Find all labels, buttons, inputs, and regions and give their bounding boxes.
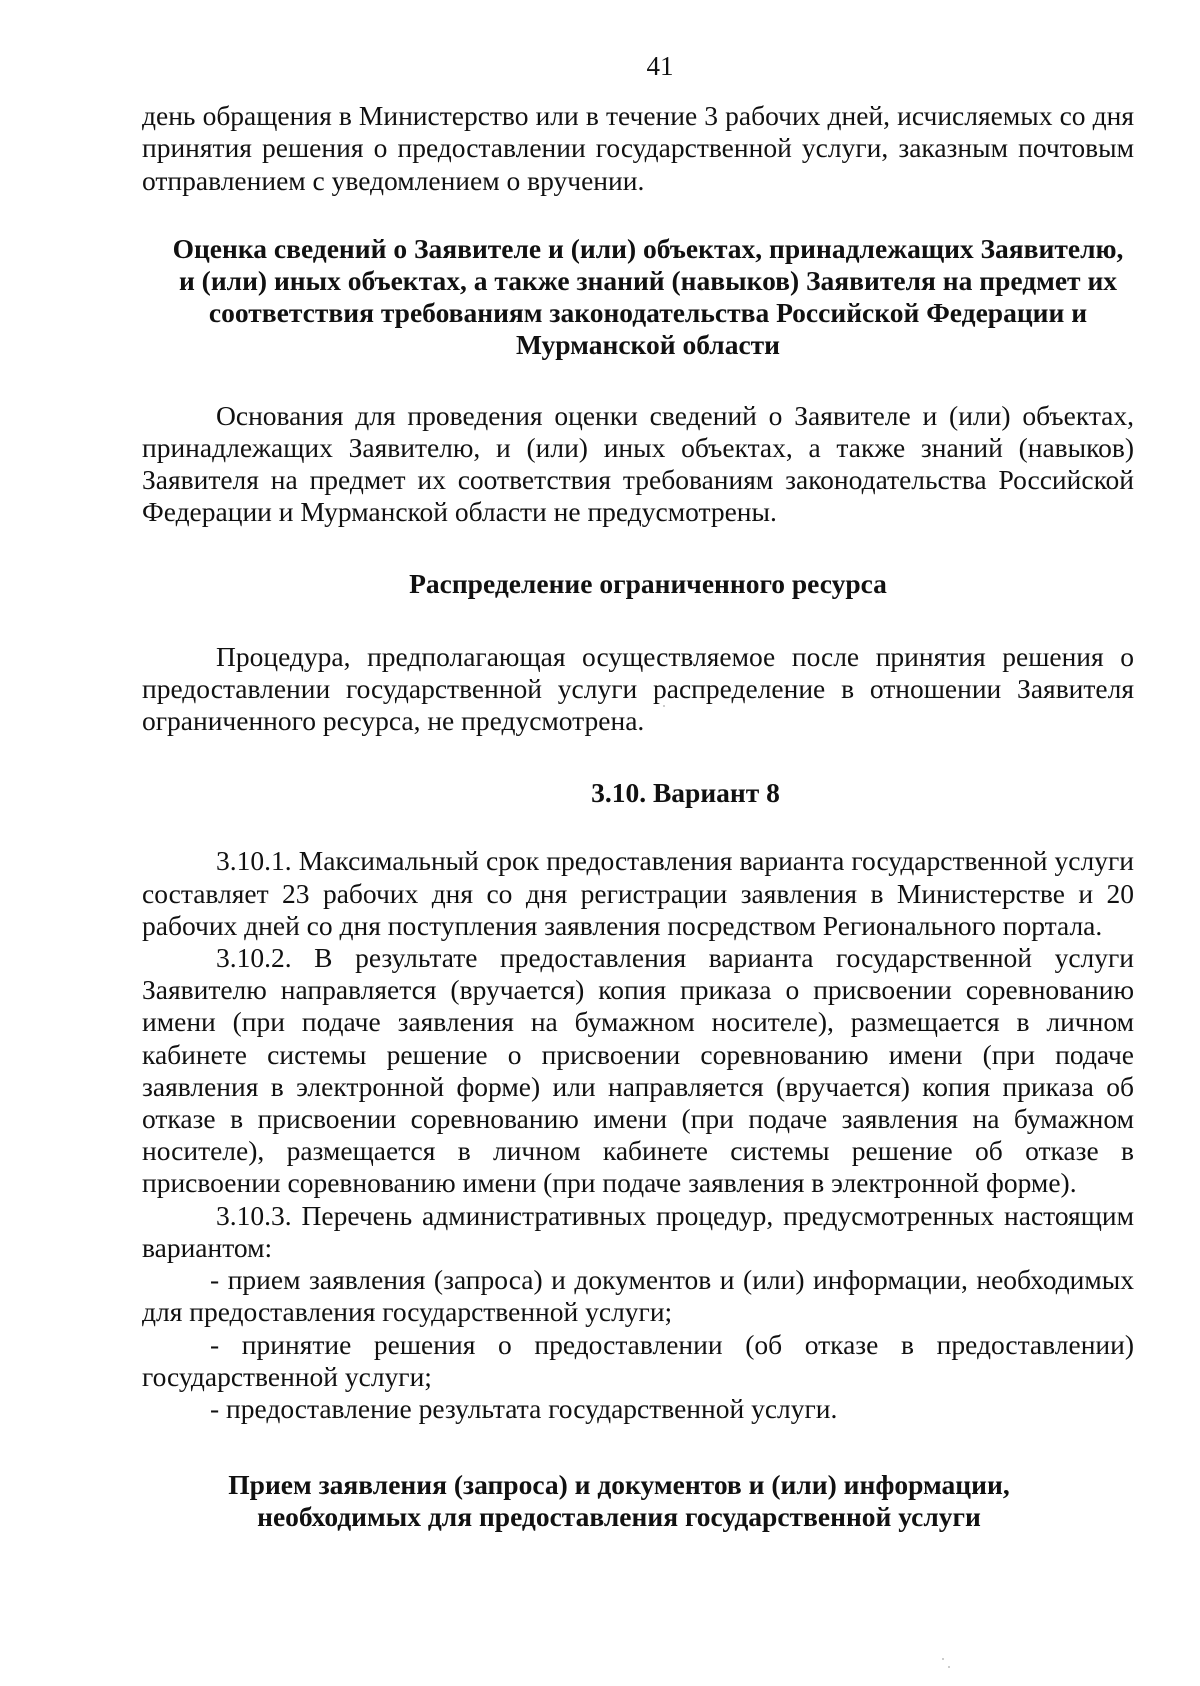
procedure-item: - принятие решения о предоставлении (об отказе в предоставлении) государственной услуги; bbox=[142, 1328, 1134, 1392]
clause-3-10-1: 3.10.1. Максимальный срок предоставления варианта государственной услуги составляет 23 рабочих дня со дня регистрации заявления в Министерстве и 20 рабочих дней со дня поступления заявления посредством Регионального портала. bbox=[142, 845, 1134, 941]
scan-speck bbox=[942, 1658, 944, 1660]
document-body bbox=[142, 50, 1134, 1534]
page-number: 41 bbox=[646, 51, 674, 81]
heading-assessment: Оценка сведений о Заявителе и (или) объектах, принадлежащих Заявителю, и (или) иных объектах, а также знаний (навыков) Заявителя на предмет их соответствия требованиям законодательства Российской Федерации и Мурманской области bbox=[172, 232, 1124, 361]
resource-paragraph: Процедура, предполагающая осуществляемое после принятия решения о предоставлении государственной услуги распределение в отношении Заявителя ограниченного ресурса, не предусмотрена. bbox=[142, 640, 1134, 737]
intro-paragraph: день обращения в Министерство или в течение 3 рабочих дней, исчисляемых со дня принятия решения о предоставлении государственной услуги, заказным почтовым отправлением с уведомлением о вручении. bbox=[142, 100, 1134, 196]
assessment-paragraph: Основания для проведения оценки сведений о Заявителе и (или) объектах, принадлежащих Заявителю, и (или) иных объектах, а также знаний (навыков) Заявителя на предмет их соответствия требованиям законодательства Российской Федерации и Мурманской области не предусмотрены. bbox=[142, 399, 1134, 528]
clause-3-10-2: 3.10.2. В результате предоставления варианта государственной услуги Заявителю направляется (вручается) копия приказа о присвоении соревнованию имени (при подаче заявления на бумажном носителе), размещается в личном кабинете системы решение о присвоении соревнованию имени (при подаче заявления в электронной форме) или направляется (вручается) копия приказа об отказе в присвоении соревнованию имени (при подаче заявления на бумажном носителе), размещается в личном кабинете системы решение об отказе в присвоении соревнованию имени (при подаче заявления в электронной форме). bbox=[142, 942, 1134, 1199]
heading-resource: Распределение ограниченного ресурса bbox=[409, 568, 887, 600]
heading-variant: 3.10. Вариант 8 bbox=[591, 777, 780, 809]
scan-speck bbox=[948, 1666, 950, 1668]
procedure-item: - предоставление результата государственной услуги. bbox=[210, 1392, 838, 1424]
heading-reception: Прием заявления (запроса) и документов и (или) информации, необходимых для предоставления государственной услуги bbox=[228, 1469, 1010, 1533]
scan-speck bbox=[663, 705, 665, 707]
procedure-item: - прием заявления (запроса) и документов и (или) информации, необходимых для предоставления государственной услуги; bbox=[142, 1264, 1134, 1328]
clause-3-10-3: 3.10.3. Перечень административных процедур, предусмотренных настоящим вариантом: bbox=[142, 1199, 1134, 1263]
